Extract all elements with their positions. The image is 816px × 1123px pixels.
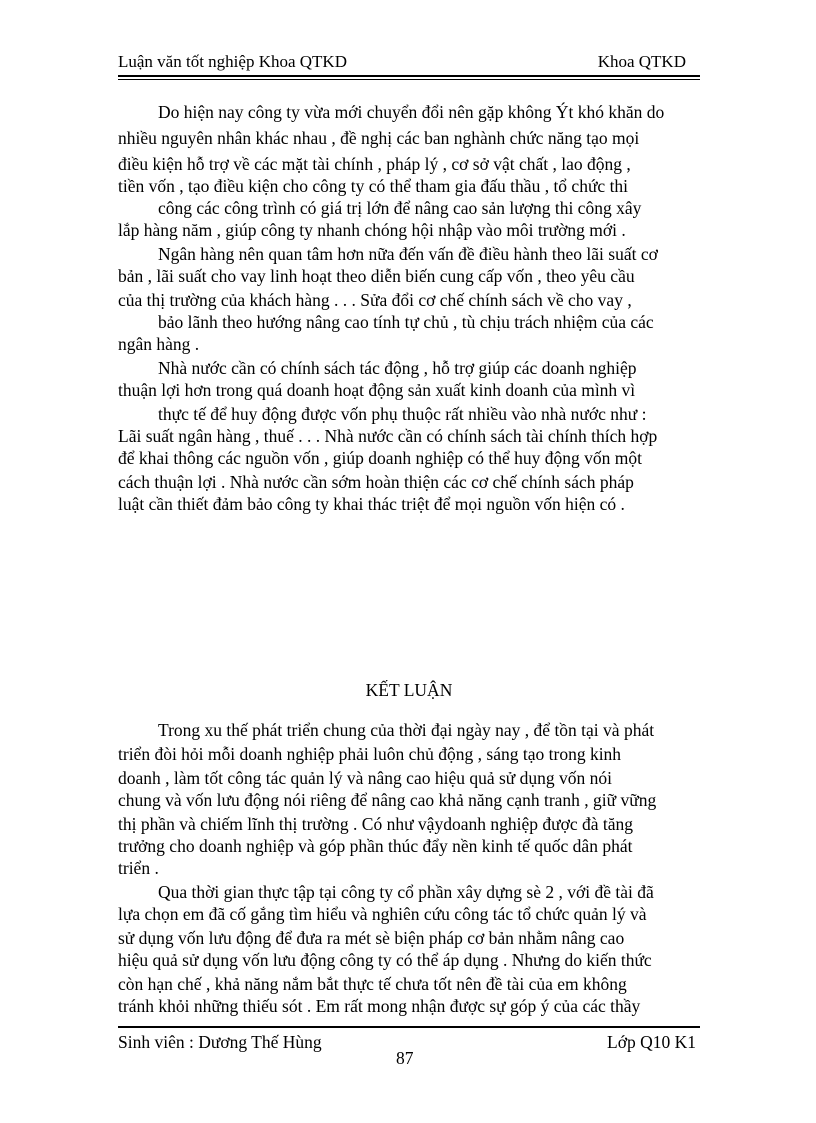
conclusion-line: Qua thời gian thực tập tại công ty cổ phần xây dựng sè 2 , với đề tài đã xyxy=(158,882,654,902)
body-line: Lãi suất ngân hàng , thuế . . . Nhà nước cần có chính sách tài chính thích hợp xyxy=(118,426,658,446)
body-line: điều kiện hỗ trợ về các mặt tài chính , pháp lý , cơ sở vật chất , lao động , xyxy=(118,154,631,174)
body-line: thuận lợi hơn trong quá doanh hoạt động sản xuất kinh doanh của mình vì xyxy=(118,380,636,400)
body-line: nhiều nguyên nhân khác nhau , đề nghị các ban nghành chức năng tạo mọi xyxy=(118,128,640,148)
footer-class: Lớp Q10 K1 xyxy=(607,1032,696,1052)
footer-student-name: Sinh viên : Dương Thế Hùng xyxy=(118,1032,322,1052)
conclusion-line: còn hạn chế , khả năng nắm bắt thực tế chưa tốt nên đề tài của em không xyxy=(118,974,627,994)
conclusion-line: hiệu quả sử dụng vốn lưu động công ty có thể áp dụng . Nhưng do kiến thức xyxy=(118,950,652,970)
footer-rule xyxy=(118,1026,700,1028)
conclusion-line: doanh , làm tốt công tác quản lý và nâng cao hiệu quả sử dụng vốn nói xyxy=(118,768,613,788)
page-number: 87 xyxy=(396,1048,414,1068)
body-line: tiền vốn , tạo điều kiện cho công ty có thể tham gia đấu thầu , tổ chức thi xyxy=(118,176,629,196)
conclusion-line: chung và vốn lưu động nói riêng để nâng cao khả năng cạnh tranh , giữ vững xyxy=(118,790,657,810)
body-line: cách thuận lợi . Nhà nước cần sớm hoàn thiện các cơ chế chính sách pháp xyxy=(118,472,634,492)
header-department: Khoa QTKD xyxy=(597,52,686,71)
conclusion-line: lựa chọn em đã cố gắng tìm hiểu và nghiên cứu công tác tổ chức quản lý và xyxy=(118,904,647,924)
conclusion-line: triển . xyxy=(118,858,159,878)
page-header xyxy=(118,52,698,76)
body-line: Ngân hàng nên quan tâm hơn nữa đến vấn đề điều hành theo lãi suất cơ xyxy=(158,244,658,264)
header-rule-thick xyxy=(118,75,700,77)
body-line: luật cần thiết đảm bảo công ty khai thác triệt để mọi nguồn vốn hiện có . xyxy=(118,494,625,514)
conclusion-line: sử dụng vốn lưu động để đưa ra mét sè biện pháp cơ bản nhằm nâng cao xyxy=(118,928,625,948)
body-line: để khai thông các nguồn vốn , giúp doanh nghiệp có thể huy động vốn một xyxy=(118,448,642,468)
conclusion-line: thị phần và chiếm lĩnh thị trường . Có như vậydoanh nghiệp được đà tăng xyxy=(118,814,633,834)
body-line: ngân hàng . xyxy=(118,334,200,354)
body-line: bản , lãi suất cho vay linh hoạt theo diễn biến cung cấp vốn , theo yêu cầu xyxy=(118,266,635,286)
conclusion-title: KẾT LUẬN xyxy=(365,680,453,700)
body-line: Nhà nước cần có chính sách tác động , hỗ trợ giúp các doanh nghiệp xyxy=(158,358,637,378)
conclusion-line: trưởng cho doanh nghiệp và góp phần thúc đẩy nền kinh tế quốc dân phát xyxy=(118,836,633,856)
conclusion-line: Trong xu thế phát triển chung của thời đại ngày nay , để tồn tại và phát xyxy=(158,720,655,740)
conclusion-line: tránh khỏi những thiếu sót . Em rất mong nhận được sự góp ý của các thầy xyxy=(118,996,641,1016)
conclusion-line: triển đòi hỏi mỗi doanh nghiệp phải luôn chủ động , sáng tạo trong kinh xyxy=(118,744,622,764)
header-title: Luận văn tốt nghiệp Khoa QTKD xyxy=(118,52,347,71)
body-line: lắp hàng năm , giúp công ty nhanh chóng hội nhập vào môi trường mới . xyxy=(118,220,626,240)
body-line: công các công trình có giá trị lớn để nâng cao sản lượng thi công xây xyxy=(158,198,642,218)
body-line: Do hiện nay công ty vừa mới chuyển đổi nên gặp không Ýt khó khăn do xyxy=(158,102,665,122)
body-line: của thị trường của khách hàng . . . Sửa đổi cơ chế chính sách về cho vay , xyxy=(118,290,632,310)
header-rule-thin xyxy=(118,79,700,80)
body-line: thực tế để huy động được vốn phụ thuộc rất nhiều vào nhà nước như : xyxy=(158,404,647,424)
body-line: bảo lãnh theo hướng nâng cao tính tự chủ , tù chịu trách nhiệm của các xyxy=(158,312,654,332)
